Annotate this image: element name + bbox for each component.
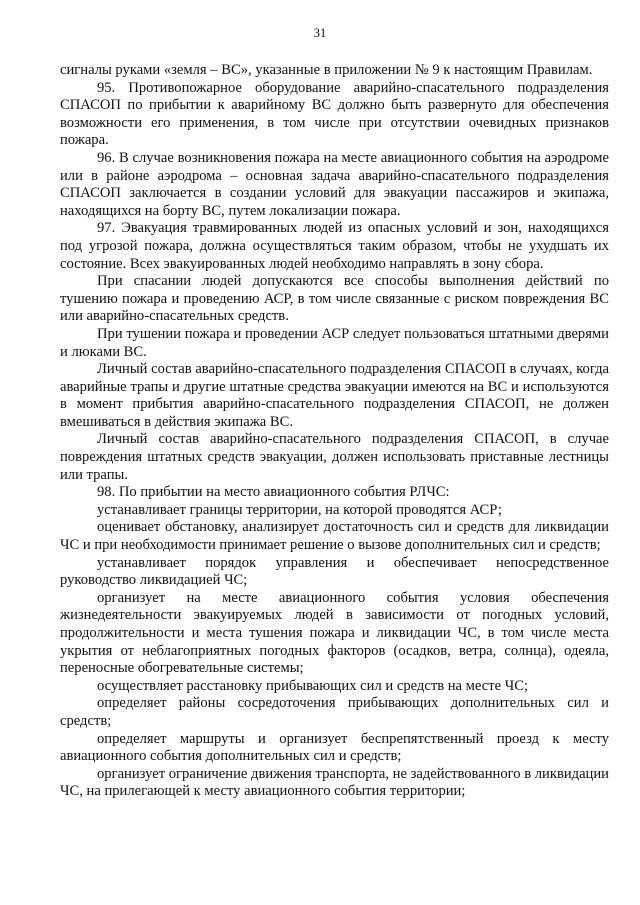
list-item-life-support: организует на месте авиационного события условия обеспечения жизнедеятельности эвакуируемых людей в зависимости от погодных условий, продолжительности и места тушения пожара и ликвидации ЧС, в том числе места укрытия от неблагоприятных погодных факторов (осадков, ветра, солнца), одеяла, переносные обогревательные системы; — [60, 589, 609, 677]
list-item-staging-areas: определяет районы сосредоточения прибывающих дополнительных сил и средств; — [60, 695, 609, 729]
list-item-management: устанавливает порядок управления и обеспечивает непосредственное руководство ликвидацией ЧС; — [60, 554, 609, 589]
paragraph-item-96: 96. В случае возникновения пожара на месте авиационного события на аэродроме или в районе аэродрома – основная задача аварийно-спасательного подразделения СПАСОП заключается в создании условий для эвакуации пассажиров и экипажа, находящихся на борту ВС, путем локализации пожара. — [60, 149, 609, 219]
list-item-assessment: оценивает обстановку, анализирует достаточность сил и средств для ликвидации ЧС и при необходимости принимает решение о вызове дополнительных сил и средств; — [60, 519, 609, 554]
paragraph-item-95: 95. Противопожарное оборудование аварийно-спасательного подразделения СПАСОП по прибытии к аварийному ВС должно быть развернуто для обеспечения возможности его применения, в том числе при отсутствии очевидных признаков пожара. — [60, 79, 609, 149]
list-item-placement: осуществляет расстановку прибывающих сил и средств на месте ЧС; — [97, 677, 529, 694]
paragraph-item-97: 97. Эвакуация травмированных людей из опасных условий и зон, находящихся под угрозой пожара, должна осуществляться таким образом, чтобы не ухудшать их состояние. Всех эвакуированных людей необходимо направлять в зону сбора. — [60, 220, 609, 272]
document-body — [60, 62, 609, 801]
list-item-traffic: организует ограничение движения транспорта, не задействованного в ликвидации ЧС, на прилегающей к месту авиационного события территории; — [60, 765, 609, 800]
paragraph-crew-interference: Личный состав аварийно-спасательного подразделения СПАСОП в случаях, когда аварийные трапы и другие штатные средства эвакуации имеются на ВС и используются в момент прибытия аварийно-спасательного подразделения СПАСОП, не должен вмешиваться в действия экипажа ВС. — [60, 361, 609, 430]
list-item-routes: определяет маршруты и организует беспрепятственный проезд к месту авиационного события дополнительных сил и средств; — [60, 730, 609, 765]
page-number: 31 — [313, 26, 327, 40]
paragraph-continuation: сигналы руками «земля – ВС», указанные в приложении № 9 к настоящим Правилам. — [60, 62, 593, 78]
paragraph-rescue-methods: При спасании людей допускаются все способы выполнения действий по тушению пожара и проведению АСР, в том числе связанные с риском повреждения ВС или аварийно-спасательных средств. — [60, 273, 609, 325]
paragraph-item-98: 98. По прибытии на место авиационного события РЛЧС: — [97, 484, 450, 501]
list-item-boundaries: устанавливает границы территории, на которой проводятся АСР; — [97, 501, 502, 518]
paragraph-doors-hatches: При тушении пожара и проведении АСР следует пользоваться штатными дверями и люками ВС. — [60, 325, 609, 360]
paragraph-ladders: Личный состав аварийно-спасательного подразделения СПАСОП, в случае повреждения штатных средств эвакуации, должен использовать приставные лестницы или трапы. — [60, 431, 609, 483]
